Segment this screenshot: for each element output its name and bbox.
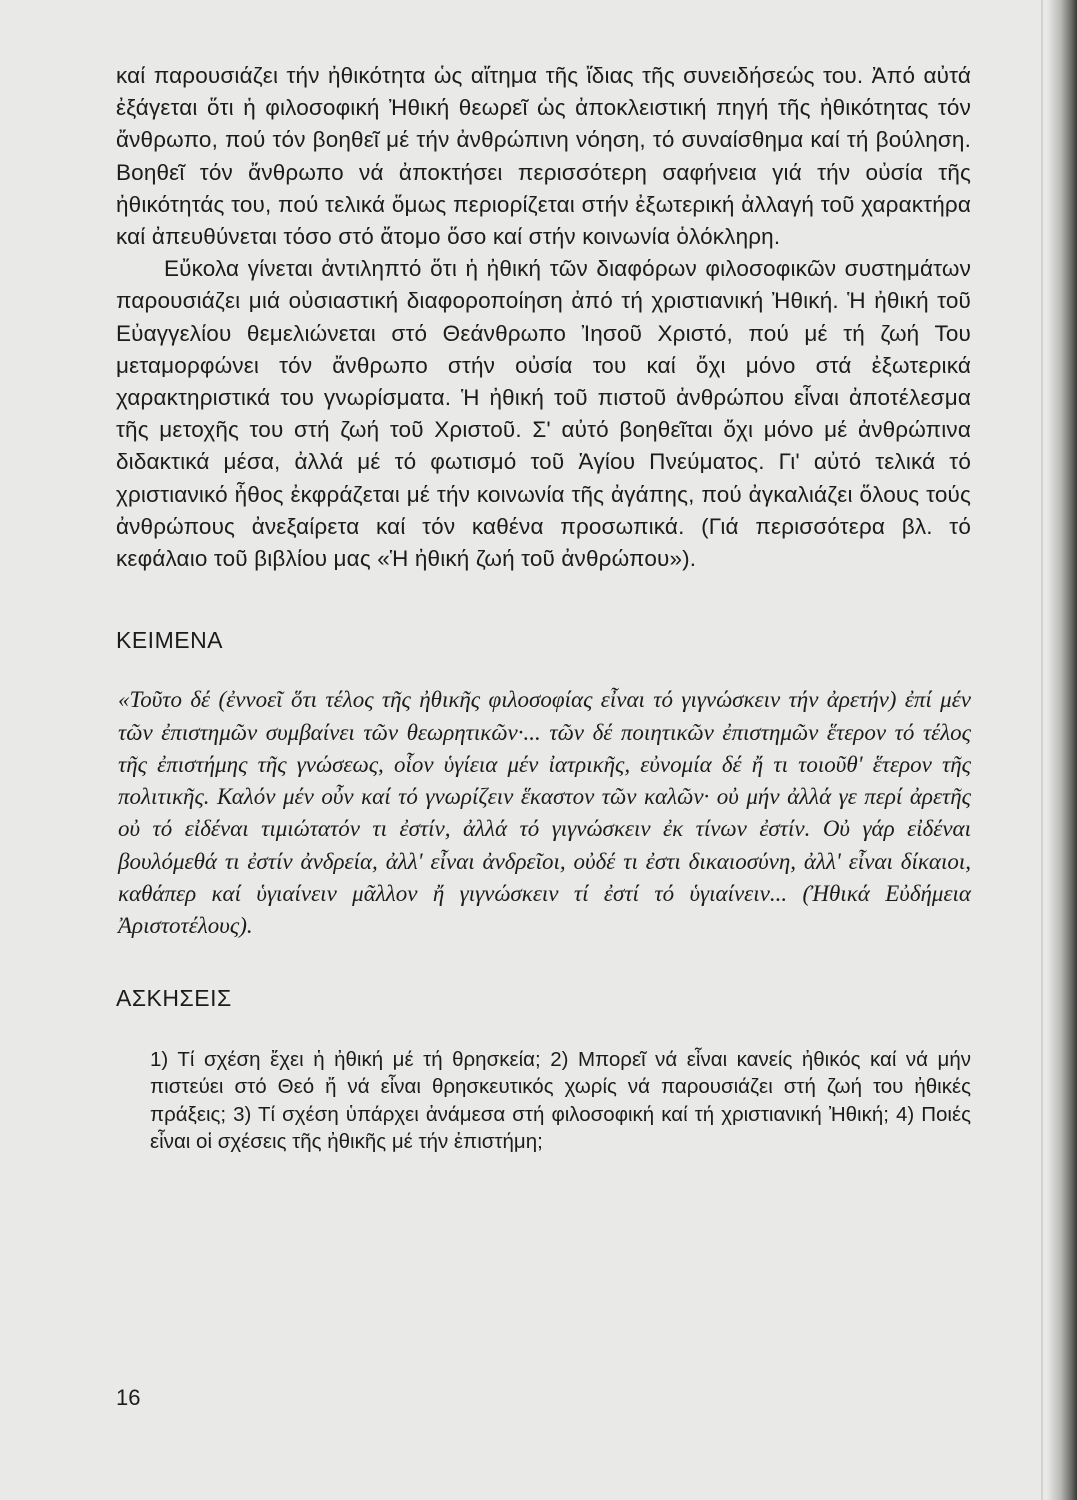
page-content (116, 60, 971, 1156)
texts-heading: ΚΕΙΜΕΝΑ (116, 627, 224, 654)
body-text (116, 60, 971, 575)
paragraph-2: Εὔκολα γίνεται ἀντιληπτό ὅτι ἡ ἠθική τῶν διαφόρων φιλοσοφικῶν συστημάτων παρουσιάζει μιά οὐσιαστική διαφοροποίηση ἀπό τή χριστιανική Ἠθική. Ἡ ἠθική τοῦ Εὐαγγελίου θεμελιώνεται στό Θεάνθρωπο Ἰησοῦ Χριστό, πού μέ τή ζωή Του μεταμορφώνει τόν ἄνθρωπο στήν οὐσία του καί ὄχι μόνο στά ἐξωτερικά χαρακτηριστικά του γνωρίσματα. Ἡ ἠθική τοῦ πιστοῦ ἀνθρώπου εἶναι ἀποτέλεσμα τῆς μετοχῆς του στή ζωή τοῦ Χριστοῦ. Σ' αὐτό βοηθεῖται ὄχι μόνο μέ ἀνθρώπινα διδακτικά μέσα, ἀλλά μέ τό φωτισμό τοῦ Ἁγίου Πνεύματος. Γι' αὐτό τελικά τό χριστιανικό ἦθος ἐκφράζεται μέ τήν κοινωνία τῆς ἀγάπης, πού ἀγκαλιάζει ὅλους τούς ἀνθρώπους ἀνεξαίρετα καί τόν καθένα προσωπικά. (Γιά περισσότερα βλ. τό κεφάλαιο τοῦ βιβλίου μας «Ἡ ἠθική ζωή τοῦ ἀνθρώπου»). (116, 256, 971, 572)
page-edge (1041, 0, 1043, 1500)
page-number: 16 (116, 1385, 141, 1410)
book-spine-shadow (1047, 0, 1077, 1500)
aristotle-quote: «Τοῦτο δέ (ἐννοεῖ ὅτι τέλος τῆς ἠθικῆς φιλοσοφίας εἶναι τό γιγνώσκειν τήν ἀρετήν) ἐπί μέν τῶν ἐπιστημῶν συμβαίνει τῶν θεωρητικῶν·... τῶν δέ ποιητικῶν ἐπιστημῶν ἕτερον τό τέλος τῆς ἐπιστήμης τῆς γνώσεως, οἷον ὑγίεια μέν ἰατρικῆς, εὐνομία δέ ἤ τι τοιοῦθ' ἕτερον τῆς πολιτικῆς. Καλόν μέν οὖν καί τό γνωρίζειν ἕκαστον τῶν καλῶν· οὐ μήν ἀλλά γε περί ἀρετῆς οὐ τό εἰδέναι τιμιώτατόν τι ἐστίν, ἀλλά τό γιγνώσκειν ἐκ τίνων ἐστίν. Οὐ γάρ εἰδέναι βουλόμεθά τι ἐστίν ἀνδρεία, ἀλλ' εἶναι ἀνδρεῖοι, οὐδέ τι ἐστι δικαιοσύνη, ἀλλ' εἶναι δίκαιοι, καθάπερ καί ὑγιαίνειν μᾶλλον ἤ γιγνώσκειν τί ἐστί τό ὑγιαίνειν... (Ἠθικά Εὐδήμεια Ἀριστοτέλους). (118, 687, 971, 939)
exercises-heading: ΑΣΚΗΣΕΙΣ (116, 984, 232, 1011)
exercises-text: 1) Τί σχέση ἔχει ἡ ἠθική μέ τή θρησκεία; 2) Μπορεῖ νά εἶναι κανείς ἠθικός καί νά μήν πιστεύει στό Θεό ἤ νά εἶναι θρησκευτικός χωρίς νά παρουσιάζει στή ζωή του ἠθικές πράξεις; 3) Τί σχέση ὑπάρχει ἀνάμεσα στή φιλοσοφική καί τή χριστιανική Ἠθική; 4) Ποιές εἶναι οἱ σχέσεις τῆς ἠθικῆς μέ τήν ἐπιστήμη; (150, 1047, 971, 1154)
paragraph-1: καί παρουσιάζει τήν ἠθικότητα ὡς αἴτημα τῆς ἴδιας τῆς συνειδήσεώς του. Ἀπό αὐτά ἐξάγεται ὅτι ἡ φιλοσοφική Ἠθική θεωρεῖ ὡς ἀποκλειστική πηγή τῆς ἠθικότητας τόν ἄνθρωπο, πού τόν βοηθεῖ μέ τήν ἀνθρώπινη νόηση, τό συναίσθημα καί τή βούληση. Βοηθεῖ τόν ἄνθρωπο νά ἀποκτήσει περισσότερη σαφήνεια γιά τήν οὐσία τῆς ἠθικότητάς του, πού τελικά ὅμως περιορίζεται στήν ἐξωτερική ἀλλαγή τοῦ χαρακτήρα καί ἀπευθύνεται τόσο στό ἄτομο ὅσο καί στήν κοινωνία ὁλόκληρη. (116, 63, 971, 250)
